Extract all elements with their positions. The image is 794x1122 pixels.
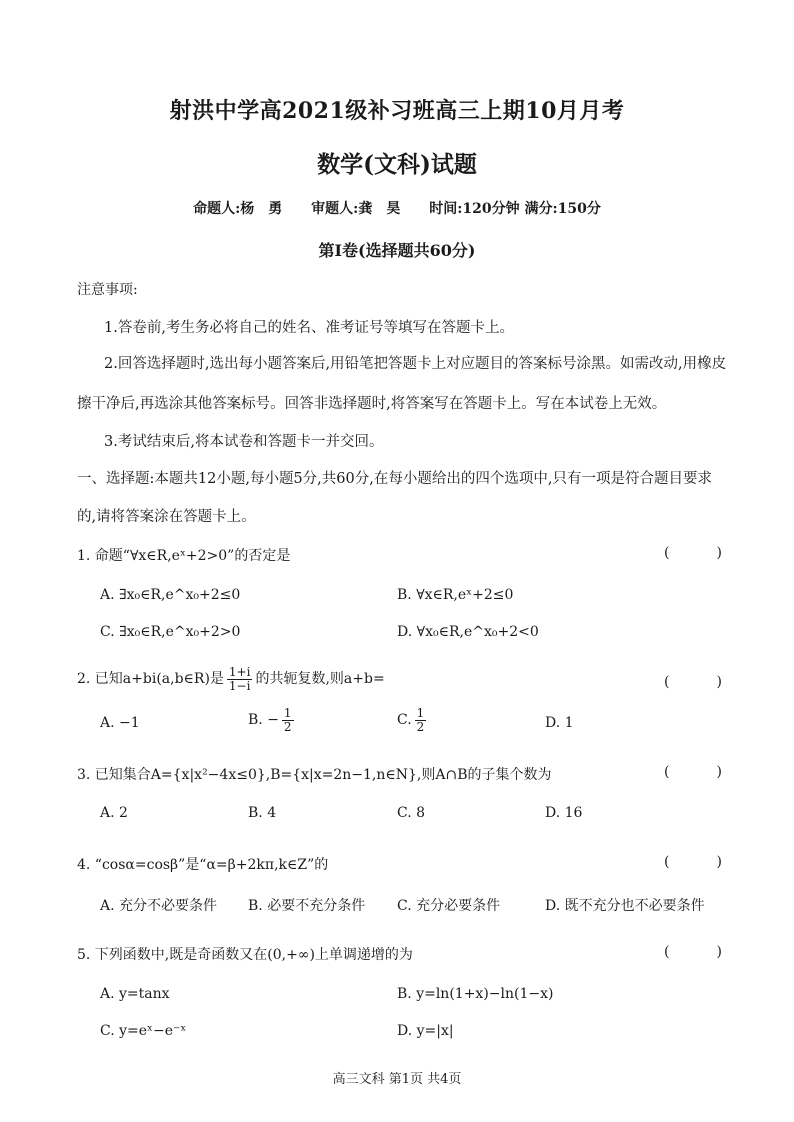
question-4-stem: 4. “cosα=cosβ”是“α=β+2kπ,k∈Z”的: [77, 857, 329, 873]
question-2-stem: [77, 666, 385, 692]
fraction-numerator: 1+i: [228, 665, 251, 679]
option-b-fraction: [282, 707, 294, 733]
fraction-denominator: 2: [283, 719, 292, 734]
question-4-option-a: A. 充分不必要条件: [100, 898, 218, 914]
question-2-option-b: [248, 707, 297, 733]
paren-right: ): [716, 944, 722, 960]
question-4-option-b: B. 必要不充分条件: [248, 898, 366, 914]
notes-heading: 注意事项:: [77, 282, 138, 298]
exam-reviewer: 审题人:龚 昊: [311, 201, 401, 217]
exam-title: 射洪中学高2021级补习班高三上期10月月考: [169, 98, 625, 124]
option-b-label: B. −: [248, 712, 279, 729]
part1-instructions-line-2: 的,请将答案涂在答题卡上。: [77, 509, 256, 525]
option-c-fraction: [415, 707, 427, 733]
question-1-option-c: C. ∃x₀∈R,e^x₀+2>0: [100, 624, 241, 640]
exam-subtitle: 数学(文科)试题: [317, 151, 477, 178]
question-5-option-b: B. y=ln(1+x)−ln(1−x): [397, 986, 554, 1002]
note-item-3: 3.考试结束后,将本试卷和答题卡一并交回。: [104, 434, 384, 450]
paren-right: ): [716, 545, 722, 561]
part1-instructions-line-1: 一、选择题:本题共12小题,每小题5分,共60分,在每小题给出的四个选项中,只有一项是符合题目要求: [77, 471, 712, 487]
question-2-stem-pre: 2. 已知a+bi(a,b∈R)是: [77, 671, 224, 688]
paren-right: ): [716, 764, 722, 780]
question-4-option-d: D. 既不充分也不必要条件: [545, 898, 705, 914]
question-5-option-d: D. y=|x|: [397, 1023, 454, 1039]
question-2-fraction: [227, 666, 253, 692]
exam-author: 命题人:杨 勇: [193, 201, 283, 217]
question-1-option-d: D. ∀x₀∈R,e^x₀+2<0: [397, 624, 539, 640]
fraction-numerator: 1: [416, 706, 425, 720]
exam-meta: [0, 198, 794, 218]
paren-right: ): [716, 854, 722, 870]
note-item-2-line-1: 2.回答选择题时,选出每小题答案后,用铅笔把答题卡上对应题目的答案标号涂黑。如需改动,用橡皮: [104, 356, 727, 372]
section-heading: 第Ⅰ卷(选择题共60分): [318, 241, 476, 260]
paren-left: (: [664, 545, 670, 561]
question-5-stem: 5. 下列函数中,既是奇函数又在(0,+∞)上单调递增的为: [77, 947, 413, 963]
fraction-denominator: 1−i: [228, 678, 251, 693]
note-item-2-line-2: 擦干净后,再选涂其他答案标号。回答非选择题时,将答案写在答题卡上。写在本试卷上无效。: [77, 396, 667, 412]
question-2-stem-post: 的共轭复数,则a+b=: [255, 671, 385, 688]
paren-left: (: [664, 674, 670, 690]
option-c-label: C.: [397, 712, 412, 729]
fraction-denominator: 2: [416, 719, 425, 734]
question-2-option-c: [397, 707, 429, 733]
question-5-option-a: A. y=tanx: [100, 986, 170, 1002]
question-3-option-b: B. 4: [248, 805, 277, 821]
question-5-option-c: C. y=eˣ−e⁻ˣ: [100, 1023, 187, 1039]
question-1-option-a: A. ∃x₀∈R,e^x₀+2≤0: [100, 587, 241, 603]
page-footer: 高三文科 第1页 共4页: [332, 1072, 462, 1087]
question-2-option-a: A. −1: [100, 715, 140, 731]
paren-left: (: [664, 764, 670, 780]
note-item-1: 1.答卷前,考生务必将自己的姓名、准考证号等填写在答题卡上。: [104, 320, 514, 336]
question-3-option-c: C. 8: [397, 805, 426, 821]
question-3-option-d: D. 16: [545, 805, 583, 821]
paren-left: (: [664, 854, 670, 870]
question-1-option-b: B. ∀x∈R,eˣ+2≤0: [397, 587, 514, 603]
question-4-option-c: C. 充分必要条件: [397, 898, 501, 914]
question-1-stem: 1. 命题“∀x∈R,eˣ+2>0”的否定是: [77, 548, 291, 564]
fraction-numerator: 1: [283, 706, 292, 720]
question-3-stem: 3. 已知集合A={x|x²−4x≤0},B={x|x=2n−1,n∈N},则A∩B的子集个数为: [77, 767, 552, 783]
paren-right: ): [716, 674, 722, 690]
question-3-option-a: A. 2: [100, 805, 128, 821]
exam-time-score: 时间:120分钟 满分:150分: [429, 201, 601, 217]
paren-left: (: [664, 944, 670, 960]
question-2-option-d: D. 1: [545, 715, 574, 731]
